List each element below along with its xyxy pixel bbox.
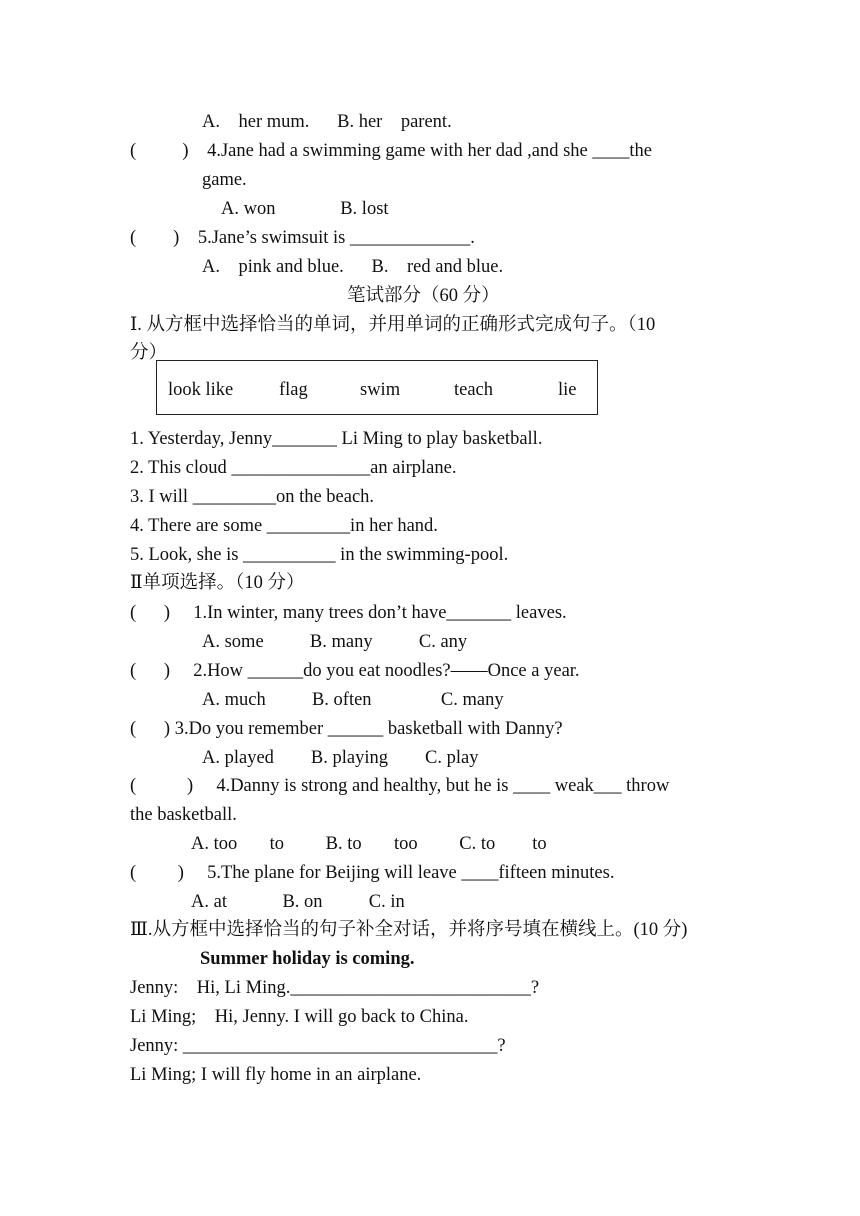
choice-q2-options: A. much B. often C. many: [202, 690, 504, 710]
section3-heading: Ⅲ.从方框中选择恰当的句子补全对话，并将序号填在横线上。(10 分): [130, 920, 688, 940]
word-option: look like: [168, 380, 234, 400]
listening-q4-stem-cont: game.: [202, 170, 247, 190]
word-box: [156, 360, 598, 415]
fill-item: 2. This cloud _______________an airplane.: [130, 458, 457, 478]
listening-q3-options: A. her mum. B. her parent.: [202, 112, 452, 132]
listening-q5-stem: ( ) 5.Jane’s swimsuit is _____________.: [130, 228, 475, 248]
listening-q4-stem: ( ) 4.Jane had a swimming game with her dad ,and she ____the: [130, 141, 652, 161]
word-option: swim: [360, 380, 401, 400]
choice-q5-stem: ( ) 5.The plane for Beijing will leave ____fifteen minutes.: [130, 863, 615, 883]
choice-q4-stem-cont: the basketball.: [130, 805, 237, 825]
word-option: flag: [279, 380, 308, 400]
choice-q1-options: A. some B. many C. any: [202, 632, 468, 652]
choice-q4-options: A. too to B. to too C. to to: [191, 834, 547, 854]
fill-item: 5. Look, she is __________ in the swimming-pool.: [130, 545, 509, 565]
choice-q5-options: A. at B. on C. in: [191, 892, 405, 912]
fill-item: 4. There are some _________in her hand.: [130, 516, 438, 536]
dialogue-title: Summer holiday is coming.: [200, 949, 415, 969]
dialogue-line: Jenny: Hi, Li Ming.__________________________?: [130, 978, 540, 998]
word-option: teach: [454, 380, 494, 400]
choice-q4-stem: ( ) 4.Danny is strong and healthy, but he is ____ weak___ throw: [130, 776, 670, 796]
choice-q1-stem: ( ) 1.In winter, many trees don’t have_______ leaves.: [130, 603, 567, 623]
listening-q4-options: A. won B. lost: [221, 199, 389, 219]
section2-heading: Ⅱ单项选择。（10 分）: [130, 573, 305, 593]
fill-item: 1. Yesterday, Jenny_______ Li Ming to play basketball.: [130, 429, 543, 449]
dialogue-line: Jenny: __________________________________?: [130, 1036, 506, 1056]
listening-q5-options: A. pink and blue. B. red and blue.: [202, 257, 504, 277]
dialogue-line: Li Ming; I will fly home in an airplane.: [130, 1065, 422, 1085]
choice-q3-options: A. played B. playing C. play: [202, 748, 479, 768]
dialogue-line: Li Ming; Hi, Jenny. I will go back to China.: [130, 1007, 469, 1027]
section1-heading-cont: 分）: [130, 343, 168, 363]
section1-heading: Ⅰ. 从方框中选择恰当的单词，并用单词的正确形式完成句子。（10: [130, 315, 656, 335]
fill-item: 3. I will _________on the beach.: [130, 487, 375, 507]
word-option: lie: [558, 380, 577, 400]
written-part-title: 笔试部分（60 分）: [347, 286, 500, 306]
choice-q2-stem: ( ) 2.How ______do you eat noodles?——Once a year.: [130, 661, 580, 681]
choice-q3-stem: ( ) 3.Do you remember ______ basketball with Danny?: [130, 719, 563, 739]
